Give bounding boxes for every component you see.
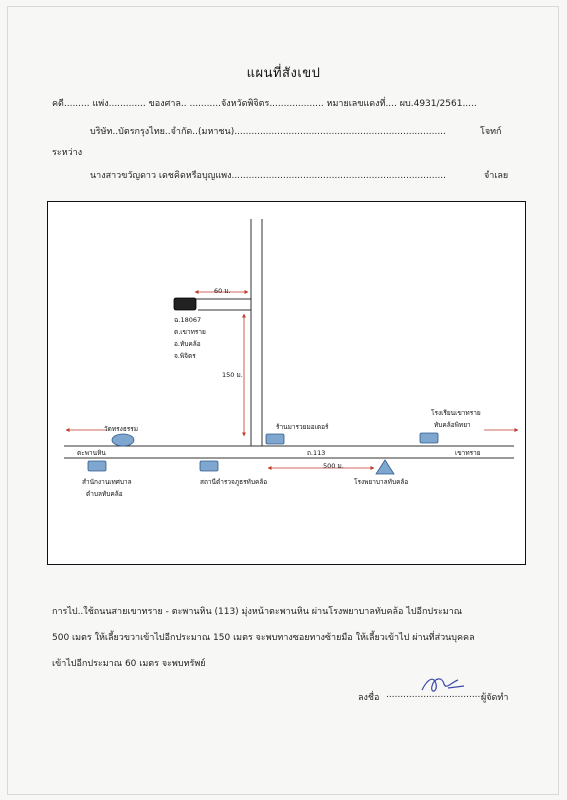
shop-label: ร้านมารวยมอเตอร์: [276, 423, 329, 431]
directions-line-1: การไป..ใช้ถนนสายเขาทราย - ตะพานหิน (113) มุ่งหน้าตะพานหิน ผ่านโรงพยาบาลทับคล้อ ไปอีกประมาณ: [52, 607, 463, 617]
sign-label: ลงชื่อ: [358, 693, 380, 703]
directions-line-2: 500 เมตร ให้เลี้ยวขวาเข้าไปอีกประมาณ 150 เมตร จะพบทางซอยทางซ้ายมือ ให้เลี้ยวเข้าไป ผ่านที่ส่วนบุคคล: [52, 633, 475, 643]
target-address-1: ฉ.18067: [174, 316, 202, 324]
plaintiff-line: บริษัท..บัตรกรุงไทย..จำกัด..(มหาชน)..........................................................................: [90, 127, 446, 137]
hospital-label: โรงพยาบาลทับคล้อ: [354, 478, 409, 486]
police-label: สถานีตำรวจภูธรทับคล้อ: [200, 478, 268, 486]
target-address-2: ต.เขาทราย: [174, 328, 206, 336]
municipal-marker: [88, 461, 106, 471]
municipal-label-1: สำนักงานเทศบาล: [82, 478, 132, 486]
hospital-marker: [376, 460, 394, 474]
defendant-role: จำเลย: [484, 171, 509, 181]
shop-marker: [266, 434, 284, 444]
taphan-hin-label: ตะพานหิน: [77, 449, 106, 457]
temple-label: วัดทรงธรรม: [104, 425, 139, 433]
target-address-3: อ.ทับคล้อ: [174, 340, 201, 348]
road-number-label: ถ.113: [307, 449, 326, 457]
khao-sai-label: เขาทราย: [455, 449, 481, 457]
map-drawing: [48, 202, 527, 566]
municipal-label-2: ตำบลทับคล้อ: [86, 490, 123, 498]
target-marker: [174, 298, 196, 310]
label-60m: 60 ม.: [214, 287, 231, 295]
between-label: ระหว่าง: [52, 148, 83, 158]
target-address-4: จ.พิจิตร: [174, 352, 196, 360]
case-line: คดี......... แพ่ง............. ของศาล.. ...........จังหวัดพิจิตร................... หมายเลขแดงที่.... ผบ.4931/2561.....: [52, 99, 477, 109]
label-500m: 500 ม.: [323, 462, 344, 470]
plaintiff-role: โจทก์: [480, 127, 502, 137]
label-150m: 150 ม.: [222, 371, 243, 379]
signature-scribble: [418, 672, 468, 696]
document-title: แผนที่สังเขป: [246, 66, 321, 81]
police-marker: [200, 461, 218, 471]
temple-marker: [112, 434, 134, 446]
sketch-map: [47, 201, 526, 565]
school-label-2: ทับคล้อพิทยา: [434, 421, 471, 429]
defendant-line: นางสาวขวัญดาว เดชคิดหรือบุญแพง...........................................................................: [90, 171, 447, 181]
directions-line-3: เข้าไปอีกประมาณ 60 เมตร จะพบทรัพย์: [52, 659, 206, 669]
signature-role: ผู้จัดทำ: [481, 693, 509, 703]
signature-dots: ..................................: [386, 690, 484, 700]
school-marker: [420, 433, 438, 443]
school-label-1: โรงเรียนเขาทราย: [431, 409, 481, 417]
